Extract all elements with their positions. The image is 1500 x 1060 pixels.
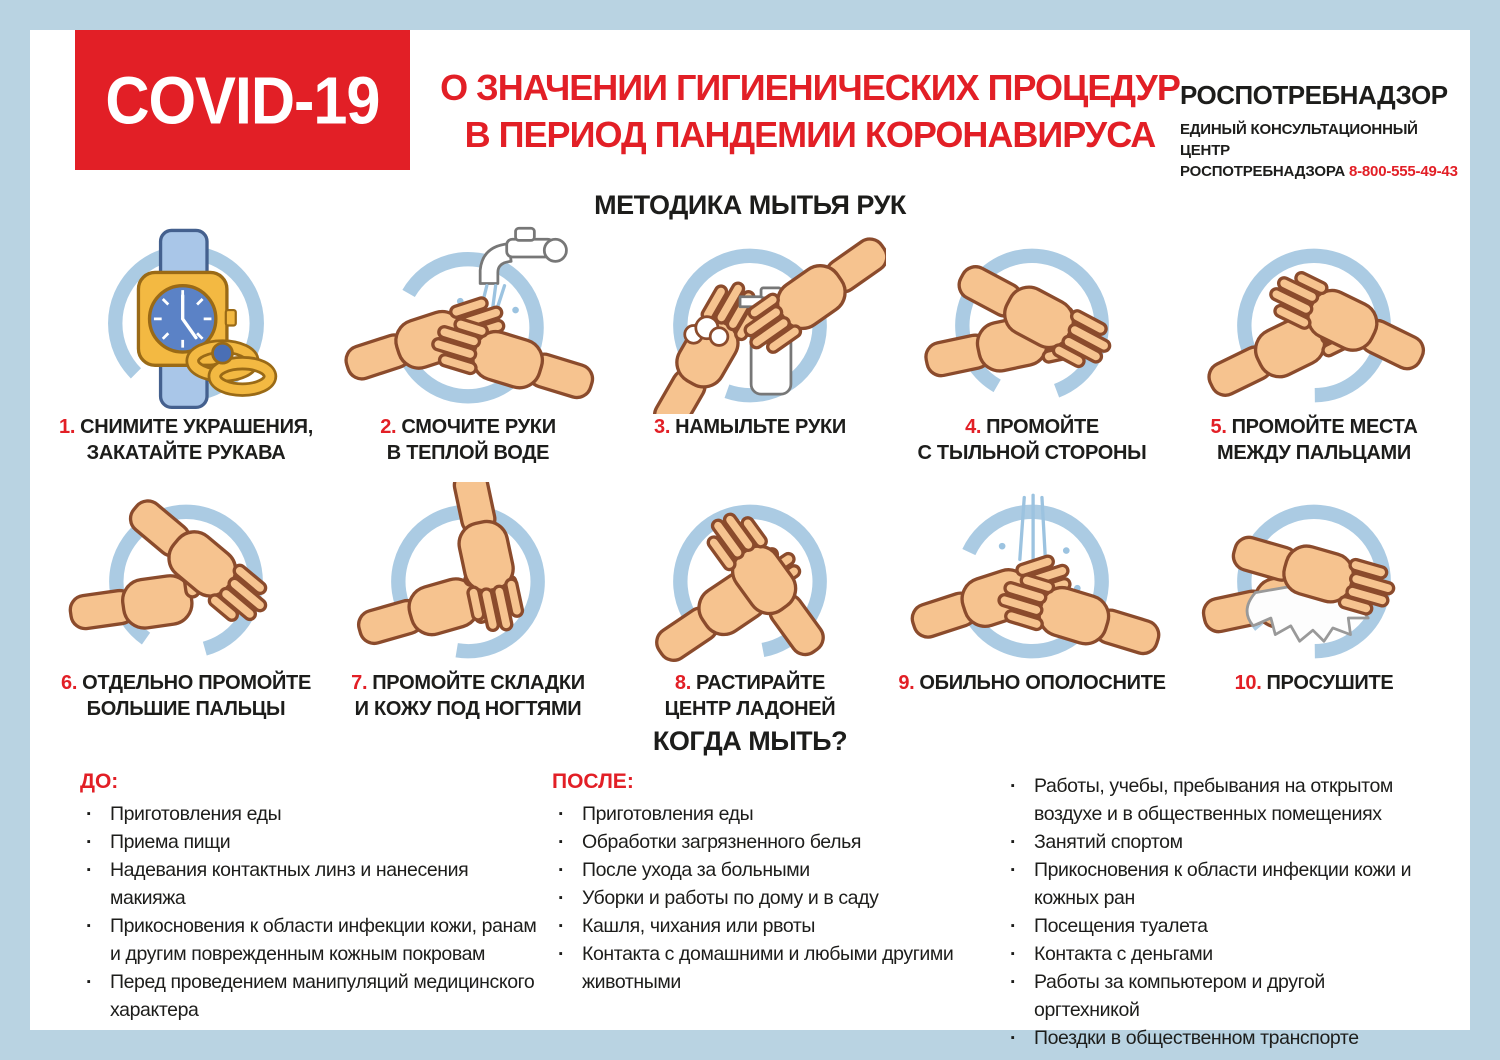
step-card-8 (614, 482, 886, 728)
fingertips-in-palm-icon (332, 482, 604, 670)
list-item: · Прикосновения к области инфекции кожи, ранам и другим поврежденным кожным покровам (80, 912, 540, 968)
step-caption (61, 670, 311, 728)
step-number: 2. (380, 416, 397, 438)
list-item: · После ухода за больными (552, 856, 1004, 884)
when-section-title: КОГДА МЫТЬ? (652, 726, 848, 756)
step-caption (59, 414, 313, 472)
step-number: 6. (61, 672, 78, 694)
step-text: ПРОМОЙТЕ МЕСТА (1231, 416, 1418, 438)
list-item: · Приема пищи (80, 828, 540, 856)
step-text: ПРОМОЙТЕ (986, 416, 1099, 438)
step-text-line2: С ТЫЛЬНОЙ СТОРОНЫ (917, 442, 1147, 464)
step-text-line2: И КОЖУ ПОД НОГТЯМИ (354, 698, 582, 720)
list-item: · Контакта с домашними и любыми другими животными (552, 940, 1004, 996)
list-item: · Поездки в общественном транспорте (1004, 1024, 1432, 1052)
step-number: 7. (351, 672, 368, 694)
step-7-illustration (332, 482, 604, 670)
step-text-line2: БОЛЬШИЕ ПАЛЬЦЫ (86, 698, 286, 720)
list-item: · Контакта с деньгами (1004, 940, 1432, 968)
step-card-5 (1178, 226, 1450, 472)
org-block (1180, 80, 1468, 182)
pressing-hand-icon (734, 226, 886, 361)
org-subtitle-line1: ЕДИНЫЙ КОНСУЛЬТАЦИОННЫЙ ЦЕНТР (1180, 121, 1418, 159)
step-card-3 (614, 226, 886, 472)
step-1-illustration (50, 226, 322, 414)
step-text: ПРОМОЙТЕ СКЛАДКИ (372, 672, 585, 694)
step-text-line2: ЗАКАТАЙТЕ РУКАВА (86, 442, 286, 464)
before-heading: ДО: (80, 770, 119, 793)
step-card-10 (1178, 482, 1450, 728)
step-caption (654, 414, 846, 472)
step-card-7 (332, 482, 604, 728)
step-text: НАМЫЛЬТЕ РУКИ (675, 416, 846, 438)
list-item: · Посещения туалета (1004, 912, 1432, 940)
soap-dispenser-hands-icon (614, 226, 886, 414)
step-number: 8. (674, 672, 692, 694)
faucet-icon (480, 228, 566, 283)
covid19-badge-text: COVID-19 (105, 62, 380, 138)
step-text-line2: МЕЖДУ ПАЛЬЦАМИ (1217, 442, 1411, 464)
after-list (552, 800, 1004, 996)
list-item: · Прикосновения к области инфекции кожи и кожных ран (1004, 856, 1432, 912)
after-column (552, 770, 1004, 1052)
list-item: · Работы за компьютером и другой оргтехникой (1004, 968, 1432, 1024)
list-item: · Кашля, чихания или рвоты (552, 912, 1004, 940)
step-3-illustration (614, 226, 886, 414)
step-text: РАСТИРАЙТЕ (696, 672, 826, 694)
step-text: СНИМИТЕ УКРАШЕНИЯ, (80, 416, 313, 438)
list-item: · Обработки загрязненного белья (552, 828, 1004, 856)
step-number: 10. (1234, 672, 1262, 694)
dry-hands-towel-icon (1178, 482, 1450, 670)
step-card-9 (896, 482, 1168, 728)
rinse-hands-icon (896, 482, 1168, 670)
list-item: · Уборки и работы по дому и в саду (552, 884, 1004, 912)
step-number: 4. (965, 416, 982, 438)
poster-title-line1: О ЗНАЧЕНИИ ГИГИЕНИЧЕСКИХ ПРОЦЕДУР (440, 67, 1180, 108)
step-6-illustration (50, 482, 322, 670)
rub-palms-icon (614, 482, 886, 670)
step-card-6 (50, 482, 322, 728)
step-caption (380, 414, 556, 472)
list-item: · Приготовления еды (80, 800, 540, 828)
step-number: 3. (654, 416, 671, 438)
step-text: ОБИЛЬНО ОПОЛОСНИТЕ (919, 672, 1166, 694)
org-subtitle-line2: РОСПОТРЕБНАДЗОРА (1180, 163, 1345, 180)
after-list-continued (1004, 772, 1432, 1052)
before-column (80, 770, 552, 1052)
org-phone: 8-800-555-49-43 (1348, 163, 1458, 180)
org-name: РОСПОТРЕБНАДЗОР (1180, 80, 1448, 110)
step-caption (1235, 670, 1394, 728)
step-caption (351, 670, 585, 728)
thumb-wash-icon (50, 482, 322, 670)
after-column-continued (1004, 770, 1432, 1052)
before-list (80, 800, 552, 1024)
when-to-wash-columns (80, 770, 1432, 1052)
list-item: · Надевания контактных линз и нанесения макияжа (80, 856, 540, 912)
water-stream-icon (1020, 495, 1045, 559)
faucet-water-hands-icon (332, 226, 604, 414)
step-9-illustration (896, 482, 1168, 670)
list-item: · Перед проведением манипуляций медицинского характера (80, 968, 540, 1024)
step-text: ПРОСУШИТЕ (1266, 672, 1394, 694)
step-text-line2: В ТЕПЛОЙ ВОДЕ (386, 442, 550, 464)
rub-back-of-hands-icon (896, 226, 1168, 414)
poster-sheet (30, 30, 1470, 1049)
step-text-line2: ЦЕНТР ЛАДОНЕЙ (664, 698, 836, 720)
org-subtitle (1180, 119, 1468, 182)
step-number: 5. (1210, 416, 1227, 438)
list-item: · Приготовления еды (552, 800, 1004, 828)
step-8-illustration (614, 482, 886, 670)
step-text: СМОЧИТЕ РУКИ (401, 416, 556, 438)
step-card-1 (50, 226, 322, 472)
step-caption (665, 670, 836, 728)
step-text: ОТДЕЛЬНО ПРОМОЙТЕ (82, 672, 311, 694)
step-caption (898, 670, 1165, 728)
list-item: · Работы, учебы, пребывания на открытом воздухе и в общественных помещениях (1004, 772, 1432, 828)
step-card-4 (896, 226, 1168, 472)
poster-title (430, 64, 1190, 158)
step-2-illustration (332, 226, 604, 414)
step-5-illustration (1178, 226, 1450, 414)
step-4-illustration (896, 226, 1168, 414)
covid19-badge (75, 30, 410, 170)
handwashing-steps-grid (50, 226, 1450, 728)
step-10-illustration (1178, 482, 1450, 670)
after-heading: ПОСЛЕ: (552, 770, 634, 793)
watch-and-rings-icon (50, 226, 322, 414)
poster-title-line2: В ПЕРИОД ПАНДЕМИИ КОРОНАВИРУСА (464, 114, 1156, 155)
step-caption (918, 414, 1147, 472)
step-card-2 (332, 226, 604, 472)
step-number: 9. (898, 672, 915, 694)
list-item: · Занятий спортом (1004, 828, 1432, 856)
step-number: 1. (59, 416, 76, 438)
step-caption (1211, 414, 1418, 472)
method-section-title: МЕТОДИКА МЫТЬЯ РУК (594, 190, 906, 220)
interlaced-fingers-icon (1178, 226, 1450, 414)
